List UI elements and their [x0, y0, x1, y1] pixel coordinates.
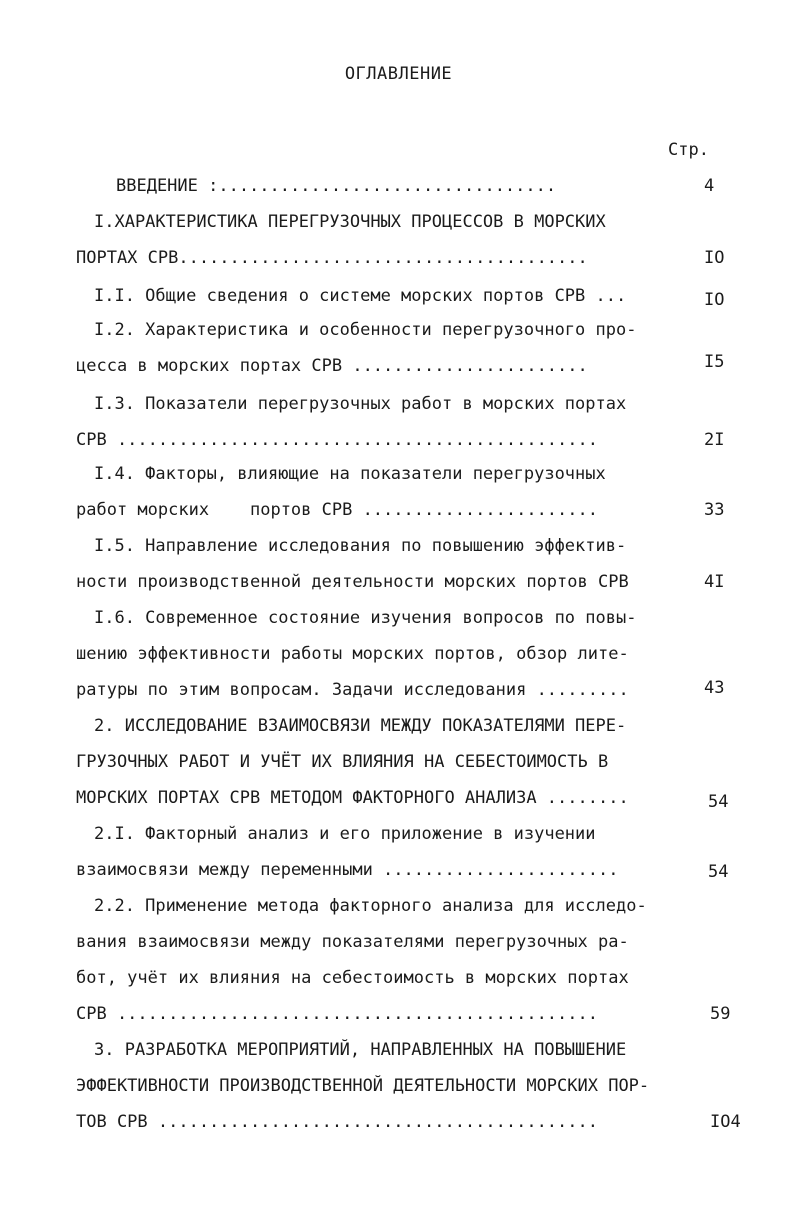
toc-entry-1-line-1: I.ХАРАКТЕРИСТИКА ПЕРЕГРУЗОЧНЫХ ПРОЦЕССОВ В МОРСКИХ [94, 212, 606, 232]
toc-entry-3-page: IO4 [710, 1112, 741, 1132]
toc-entry-2-2-line-3: бот, учёт их влияния на себестоимость в морских портах [76, 968, 629, 988]
toc-entry-1-1-page: IO [704, 290, 725, 310]
toc-entry-1-4-line-1: I.4. Факторы, влияющие на показатели перегрузочных [94, 464, 606, 484]
toc-entry-1-5-page: 4I [704, 572, 725, 592]
toc-entry-3-line-1: 3. РАЗРАБОТКА МЕРОПРИЯТИЙ, НАПРАВЛЕННЫХ НА ПОВЫШЕНИЕ [94, 1040, 627, 1060]
toc-entry-1-3-line-1: I.3. Показатели перегрузочных работ в морских портах [94, 394, 627, 414]
toc-entry-2-2-line-2: вания взаимосвязи между показателями перегрузочных ра- [76, 932, 629, 952]
toc-entry-2-1-line-2: взаимосвязи между переменными ....................... [76, 860, 619, 880]
toc-entry-2-line-2: ГРУЗОЧНЫХ РАБОТ И УЧЁТ ИХ ВЛИЯНИЯ НА СЕБЕСТОИМОСТЬ В [76, 752, 609, 772]
toc-entry-1-page: IO [704, 248, 725, 268]
toc-entry-2-line-3: МОРСКИХ ПОРТАХ СРВ МЕТОДОМ ФАКТОРНОГО АНАЛИЗА ........ [76, 788, 629, 808]
toc-entry-1-2-page: I5 [704, 352, 725, 372]
toc-entry-1-6-page: 43 [704, 678, 725, 698]
toc-entry-2-line-1: 2. ИССЛЕДОВАНИЕ ВЗАИМОСВЯЗИ МЕЖДУ ПОКАЗАТЕЛЯМИ ПЕРЕ- [94, 716, 627, 736]
toc-entry-2-2-line-4: СРВ ............................................... [76, 1004, 598, 1024]
toc-entry-2-1-line-1: 2.I. Факторный анализ и его приложение в изучении [94, 824, 596, 844]
toc-entry-1-6-line-1: I.6. Современное состояние изучения вопросов по повы- [94, 608, 637, 628]
toc-entry-1-2-line-1: I.2. Характеристика и особенности перегрузочного про- [94, 320, 637, 340]
toc-entry-2-2-page: 59 [710, 1004, 731, 1024]
toc-entry-1-3-line-2: СРВ ............................................... [76, 430, 598, 450]
toc-entry-2-2-line-1: 2.2. Применение метода факторного анализа для исследо- [94, 896, 647, 916]
toc-entry-1-6-line-3: ратуры по этим вопросам. Задачи исследования ......... [76, 680, 629, 700]
toc-entry-1-1-line-1: I.I. Общие сведения о системе морских портов СРВ ... [94, 286, 627, 306]
toc-entry-1-4-line-2: работ морских портов СРВ ....................... [76, 500, 598, 520]
page-title: ОГЛАВЛЕНИЕ [344, 64, 453, 84]
toc-entry-1-line-2: ПОРТАХ СРВ........................................ [76, 248, 588, 268]
toc-entry-intro-line-1: ВВЕДЕНИЕ :................................. [116, 176, 557, 196]
toc-entry-1-2-line-2: цесса в морских портах СРВ ....................... [76, 356, 588, 376]
toc-entry-intro-page: 4 [704, 176, 715, 196]
toc-entry-1-5-line-2: ности производственной деятельности морских портов СРВ [76, 572, 629, 592]
toc-entry-2-page: 54 [708, 792, 729, 812]
toc-entry-3-line-3: ТОВ СРВ ........................................... [76, 1112, 598, 1132]
toc-entry-1-3-page: 2I [704, 430, 725, 450]
toc-entry-3-line-2: ЭФФЕКТИВНОСТИ ПРОИЗВОДСТВЕННОЙ ДЕЯТЕЛЬНОСТИ МОРСКИХ ПОР- [76, 1076, 650, 1096]
toc-entry-1-6-line-2: шению эффективности работы морских портов, обзор лите- [76, 644, 629, 664]
toc-entry-1-4-page: 33 [704, 500, 725, 520]
toc-entry-2-1-page: 54 [708, 862, 729, 882]
page-column-label: Стр. [668, 140, 709, 160]
toc-entry-1-5-line-1: I.5. Направление исследования по повышению эффектив- [94, 536, 627, 556]
